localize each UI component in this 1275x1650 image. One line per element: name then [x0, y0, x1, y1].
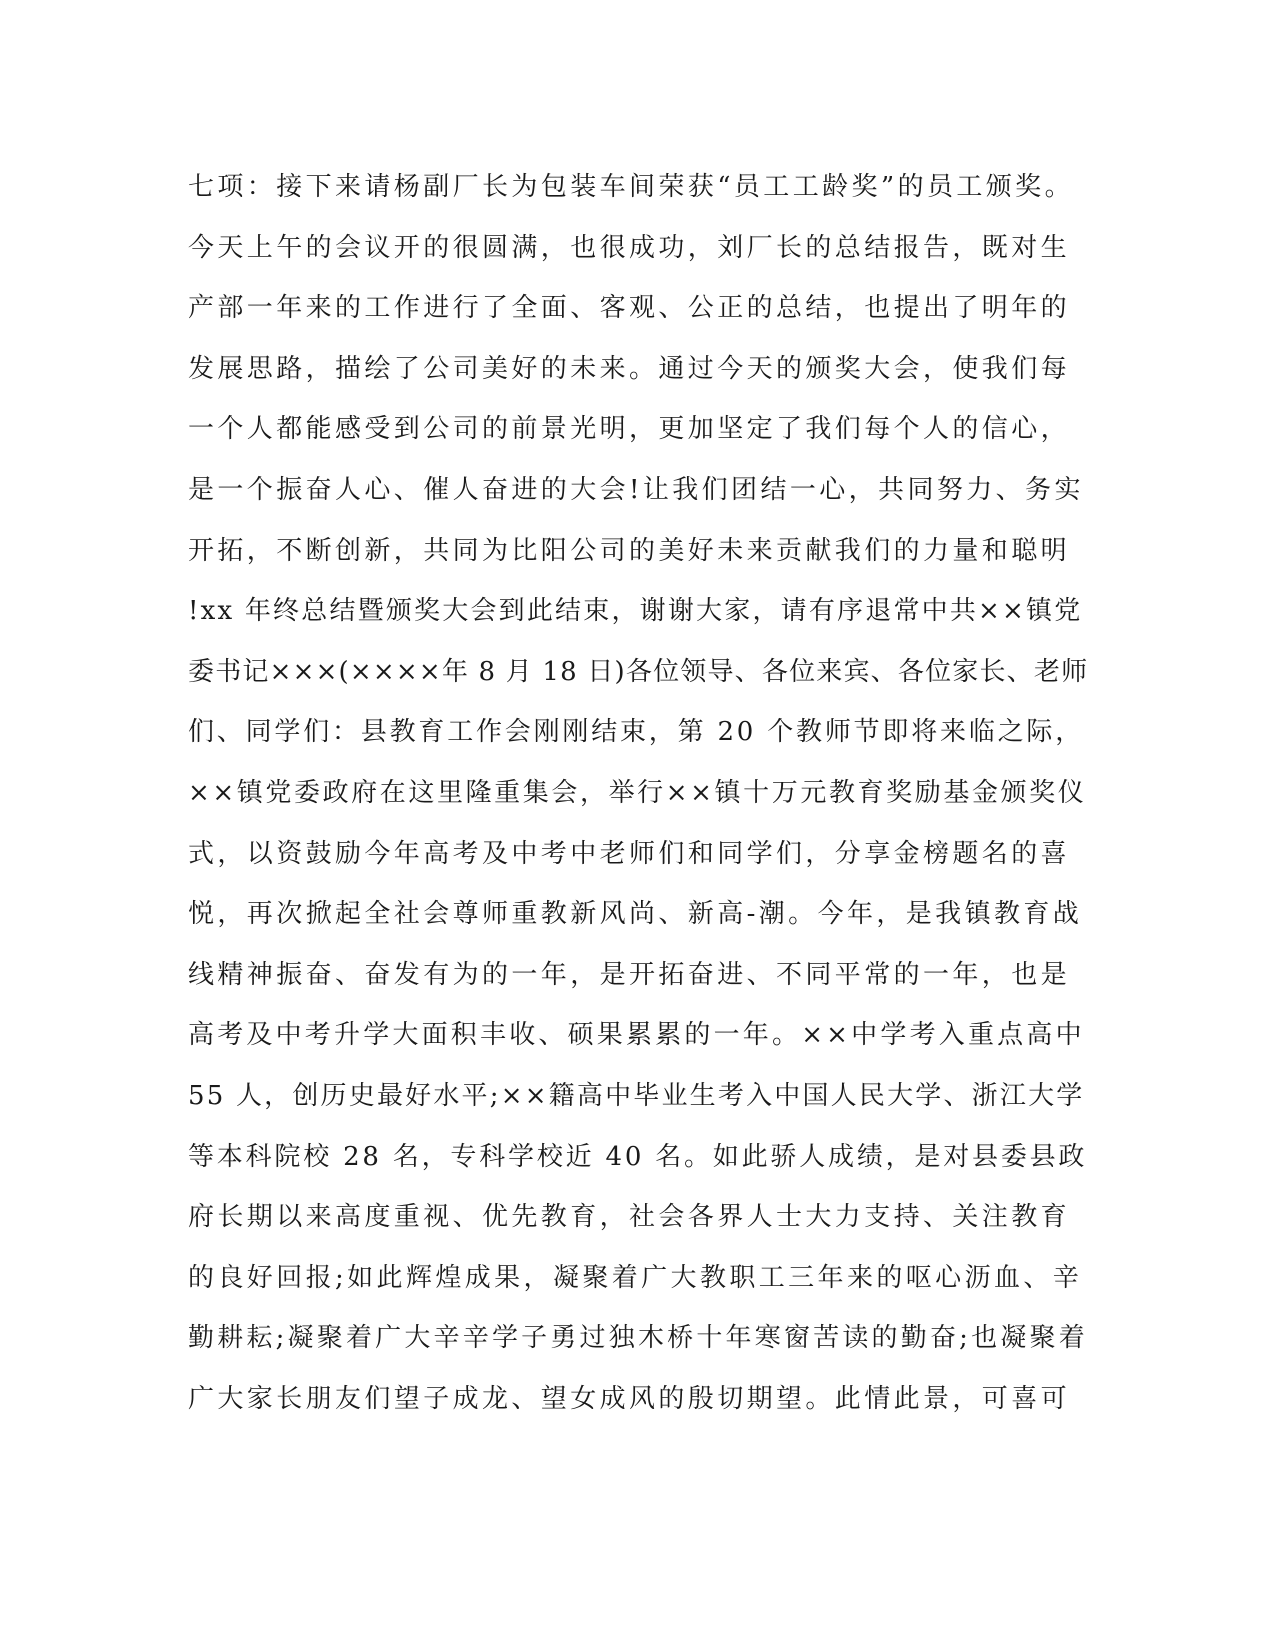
text-line: 高考及中考升学大面积丰收、硕果累累的一年。××中学考入重点高中 — [188, 1020, 1085, 1051]
text-line: 式，以资鼓励今年高考及中考中老师们和同学们，分享金榜题名的喜 — [188, 838, 1071, 869]
text-line: 是一个振奋人心、催人奋进的大会!让我们团结一心，共同努力、务实 — [188, 474, 1084, 505]
text-line: 们、同学们：县教育工作会刚刚结束，第 20 个教师节即将来临之际， — [188, 717, 1085, 748]
text-line: 线精神振奋、奋发有为的一年，是开拓奋进、不同平常的一年，也是 — [188, 959, 1071, 990]
text-line: 的良好回报;如此辉煌成果，凝聚着广大教职工三年来的呕心沥血、辛 — [188, 1262, 1083, 1293]
text-line: 一个人都能感受到公司的前景光明，更加坚定了我们每个人的信心， — [188, 414, 1071, 445]
text-line: 今天上午的会议开的很圆满，也很成功，刘厂长的总结报告，既对生 — [188, 232, 1071, 263]
text-line: 广大家长朋友们望子成龙、望女成风的殷切期望。此情此景，可喜可 — [188, 1383, 1071, 1414]
text-line: 发展思路，描绘了公司美好的未来。通过今天的颁奖大会，使我们每 — [188, 353, 1071, 384]
text-line: 产部一年来的工作进行了全面、客观、公正的总结，也提出了明年的 — [188, 293, 1071, 324]
text-line: 委书记×××(××××年 8 月 18 日)各位领导、各位来宾、各位家长、老师 — [188, 656, 1089, 687]
text-line: ××镇党委政府在这里隆重集会，举行××镇十万元教育奖励基金颁奖仪 — [188, 777, 1087, 808]
text-line: 悦，再次掀起全社会尊师重教新风尚、新高-潮。今年，是我镇教育战 — [188, 899, 1083, 930]
text-line: 府长期以来高度重视、优先教育，社会各界人士大力支持、关注教育 — [188, 1202, 1071, 1233]
text-line: 55 人，创历史最好水平;××籍高中毕业生考入中国人民大学、浙江大学 — [188, 1080, 1085, 1111]
text-line: 开拓，不断创新，共同为比阳公司的美好未来贡献我们的力量和聪明 — [188, 535, 1071, 566]
text-line: 勤耕耘;凝聚着广大辛辛学子勇过独木桥十年寒窗苦读的勤奋;也凝聚着 — [188, 1323, 1088, 1354]
text-line: !xx 年终总结暨颁奖大会到此结束，谢谢大家，请有序退常中共××镇党 — [188, 596, 1083, 627]
document-body — [188, 157, 1088, 1429]
text-line: 等本科院校 28 名，专科学校近 40 名。如此骄人成绩，是对县委县政 — [188, 1141, 1088, 1172]
text-line: 七项：接下来请杨副厂长为包装车间荣获“员工工龄奖”的员工颁奖。 — [188, 172, 1074, 202]
